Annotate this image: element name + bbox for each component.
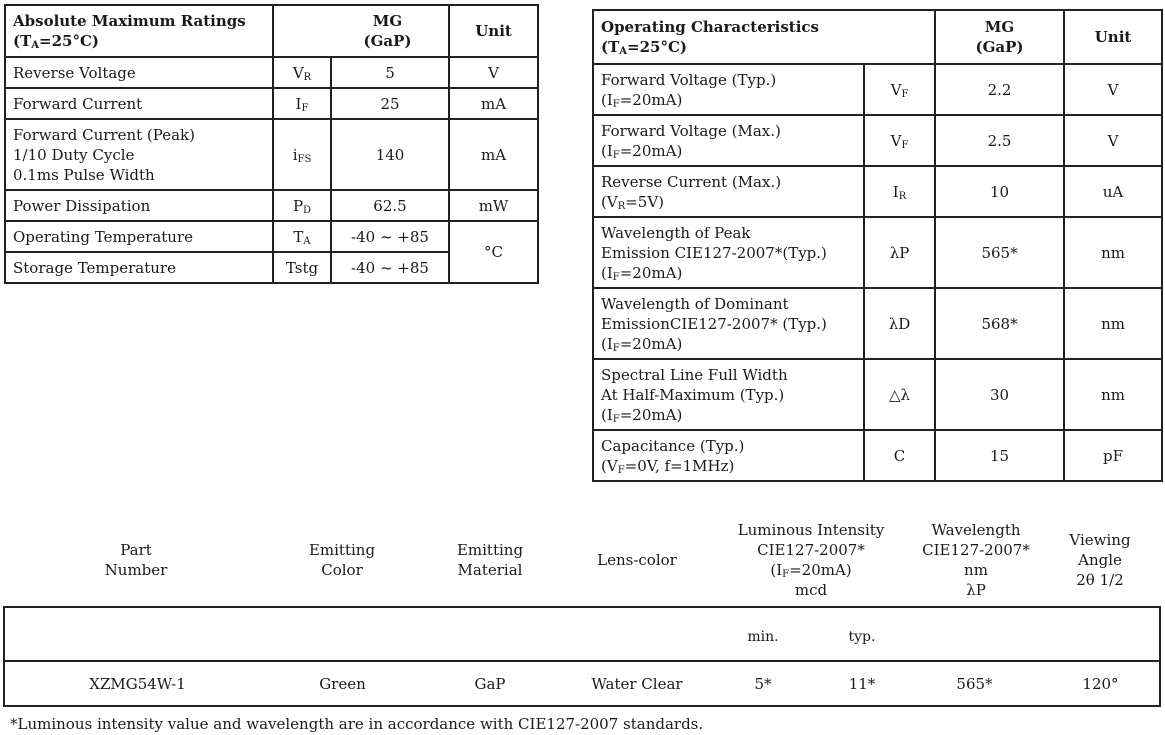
opc-row: [593, 430, 1162, 481]
parts-subheader-row: [4, 607, 1160, 661]
viewing-angle-value: 120°: [1042, 661, 1160, 706]
emitting-material: GaP: [415, 661, 565, 706]
amr-param: Power Dissipation: [5, 190, 273, 221]
opc-param: Wavelength of Dominant EmissionCIE127-2007* (Typ.) $(I_F=20mA)$: [593, 288, 864, 359]
subheader-typ: typ.: [817, 607, 907, 661]
opc-symbol: △λ: [864, 359, 935, 430]
opc-value: 565*: [935, 217, 1064, 288]
amr-symbol: Tstg: [273, 252, 331, 283]
opc-value: 2.2: [935, 64, 1064, 115]
amr-unit: V: [449, 57, 538, 88]
opc-row: [593, 115, 1162, 166]
opc-param: Wavelength of Peak Emission CIE127-2007*(Typ.) $(I_F=20mA)$: [593, 217, 864, 288]
header-viewing-angle: Viewing Angle 2θ 1/2: [1069, 531, 1131, 589]
opc-unit: uA: [1064, 166, 1162, 217]
amr-param: Forward Current: [5, 88, 273, 119]
opc-symbol: $V_F$: [864, 115, 935, 166]
operating-characteristics-table: [592, 9, 1163, 482]
amr-unit: mA: [449, 119, 538, 190]
parts-header: [0, 519, 1165, 605]
wavelength-value: 565*: [907, 661, 1042, 706]
header-emitting-color: Emitting Color: [308, 541, 376, 579]
amr-value: 25: [331, 88, 449, 119]
opc-symbol: $I_R$: [864, 166, 935, 217]
opc-value: 2.5: [935, 115, 1064, 166]
opc-title: Operating Characteristics: [601, 18, 820, 36]
amr-symbol: $T_A$: [273, 221, 331, 252]
opc-value: 30: [935, 359, 1064, 430]
opc-symbol: λD: [864, 288, 935, 359]
opc-unit: nm: [1064, 217, 1162, 288]
opc-param: Reverse Current (Max.) $(V_R=5V)$: [593, 166, 864, 217]
header-wavelength: Wavelength CIE127-2007* nm λP: [922, 521, 1030, 599]
amr-symbol: $i_{FS}$: [273, 119, 331, 190]
header-lens-color: Lens-color: [597, 551, 677, 569]
opc-value: 15: [935, 430, 1064, 481]
amr-row: [5, 119, 538, 190]
part-number: XZMG54W-1: [4, 661, 270, 706]
opc-symbol: C: [864, 430, 935, 481]
table-row: [4, 661, 1160, 706]
opc-title-cell: [593, 10, 935, 64]
amr-symbol: $P_D$: [273, 190, 331, 221]
amr-unit: mW: [449, 190, 538, 221]
absolute-max-ratings-table: [4, 4, 539, 284]
lens-color: Water Clear: [565, 661, 709, 706]
luminous-typ: 11*: [817, 661, 907, 706]
opc-param: Spectral Line Full Width At Half-Maximum (Typ.) $(I_F=20mA)$: [593, 359, 864, 430]
parts-table: [3, 606, 1161, 707]
opc-symbol: λP: [864, 217, 935, 288]
amr-value: -40 ~ +85: [331, 252, 449, 283]
subheader-min: min.: [709, 607, 817, 661]
opc-row: [593, 217, 1162, 288]
opc-mg-header: MG (GaP): [935, 10, 1064, 64]
opc-unit: pF: [1064, 430, 1162, 481]
amr-param: Reverse Voltage: [5, 57, 273, 88]
amr-param: Storage Temperature: [5, 252, 273, 283]
amr-value: 5: [331, 57, 449, 88]
amr-unit: mA: [449, 88, 538, 119]
amr-row: [5, 221, 538, 252]
opc-value: 10: [935, 166, 1064, 217]
opc-condition: $(T_A=25^\circ C)$: [601, 38, 688, 57]
opc-unit: nm: [1064, 359, 1162, 430]
amr-title-cell: [5, 5, 273, 57]
amr-row: [5, 190, 538, 221]
opc-param: Capacitance (Typ.) ($V_F=0V$, f=1MHz): [593, 430, 864, 481]
amr-title: Absolute Maximum Ratings: [13, 12, 246, 30]
amr-symbol: $V_R$: [273, 57, 331, 88]
amr-unit: °C: [449, 221, 538, 283]
opc-param: Forward Voltage (Typ.) $(I_F=20mA)$: [593, 64, 864, 115]
header-emitting-material: Emitting Material: [456, 541, 524, 579]
opc-param: Forward Voltage (Max.) $(I_F=20mA)$: [593, 115, 864, 166]
opc-value: 568*: [935, 288, 1064, 359]
amr-condition: $(T_A=25^\circ C)$: [13, 32, 100, 51]
opc-unit: V: [1064, 115, 1162, 166]
header-part-number: Part Number: [104, 541, 168, 579]
opc-symbol: $V_F$: [864, 64, 935, 115]
opc-unit: nm: [1064, 288, 1162, 359]
opc-unit-header: Unit: [1064, 10, 1162, 64]
opc-unit: V: [1064, 64, 1162, 115]
opc-row: [593, 166, 1162, 217]
amr-unit-header: Unit: [449, 5, 538, 57]
amr-row: [5, 88, 538, 119]
opc-row: [593, 288, 1162, 359]
amr-value: -40 ~ +85: [331, 221, 449, 252]
footnote: *Luminous intensity value and wavelength are in accordance with CIE127-2007 standards.: [10, 715, 704, 733]
opc-row: [593, 64, 1162, 115]
amr-mg-header: MG (GaP): [273, 5, 449, 57]
amr-row: [5, 57, 538, 88]
emitting-color: Green: [270, 661, 415, 706]
amr-symbol: $I_F$: [273, 88, 331, 119]
header-luminous-intensity: Luminous Intensity CIE127-2007* $(I_F=20mA)$ mcd: [737, 521, 885, 599]
amr-value: 62.5: [331, 190, 449, 221]
amr-value: 140: [331, 119, 449, 190]
amr-param: Forward Current (Peak) 1/10 Duty Cycle 0.1ms Pulse Width: [5, 119, 273, 190]
luminous-min: 5*: [709, 661, 817, 706]
opc-row: [593, 359, 1162, 430]
amr-param: Operating Temperature: [5, 221, 273, 252]
